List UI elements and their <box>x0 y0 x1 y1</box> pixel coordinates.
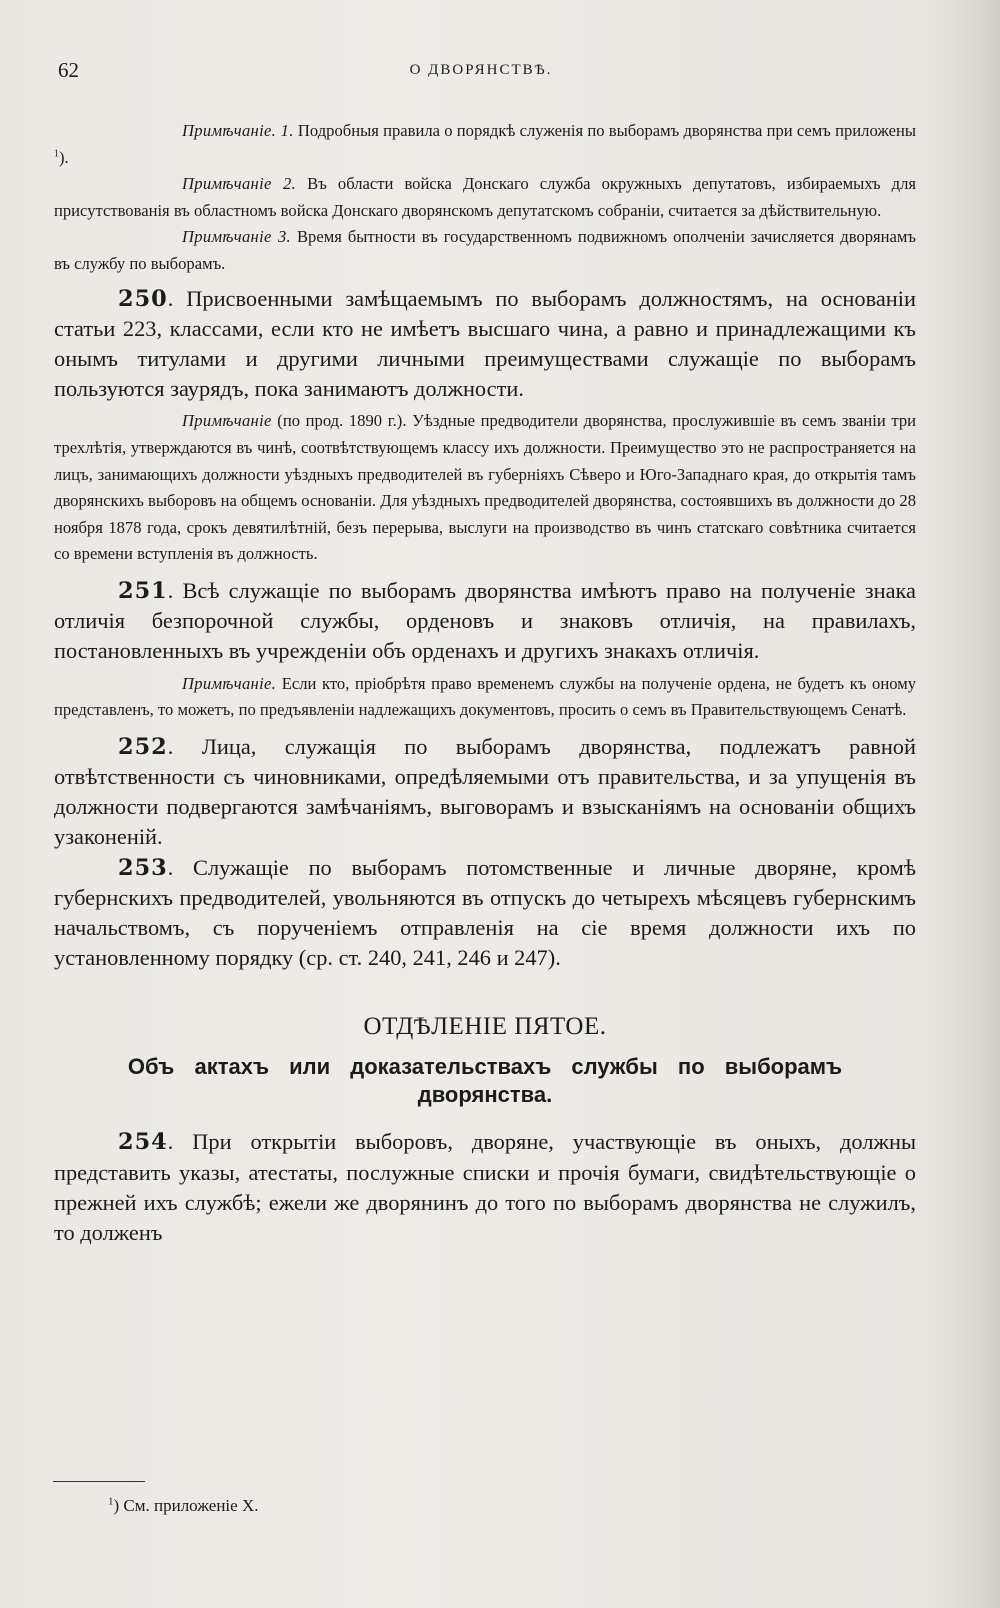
article-number: 250 <box>118 285 168 312</box>
article-text: . Всѣ служащіе по выборамъ дворянства имѣютъ право на полученіе знака отличія безпорочной службы, орденовъ и знаковъ отличія, на правилахъ, постановленныхъ въ учрежденіи объ орденахъ и другихъ знакахъ отличія. <box>54 577 916 664</box>
note-label: Примѣчаніе. <box>182 673 277 693</box>
article-text: . Служащіе по выборамъ потомственные и личные дворяне, кромѣ губернскихъ предводителей, увольняются въ отпускъ до четырехъ мѣсяцевъ губернскимъ начальствомъ, съ порученіемъ отправленія на сіе время должности ихъ по установленному порядку (ср. ст. 240, 241, 246 и 247). <box>54 854 916 971</box>
article-text: . Лица, служащія по выборамъ дворянства, подлежатъ равной отвѣтственности съ чиновниками, опредѣляемыми отъ правительства, и за упущенія въ должности подвергаются замѣчаніямъ, выговорамъ и взысканіямъ на основаніи общихъ узаконеній. <box>54 733 916 850</box>
article-254 <box>54 1127 916 1248</box>
article-text: . При открытіи выборовъ, дворяне, участвующіе въ оныхъ, должны представить указы, атестаты, послужные списки и прочія бумаги, свидѣтельствующіе о прежней ихъ службѣ; ежели же дворянинъ до того по выборамъ дворянства не служилъ, то долженъ <box>54 1129 916 1245</box>
note-250 <box>54 408 916 568</box>
note-label: Примѣчаніе <box>182 411 272 431</box>
page-body <box>54 118 916 1248</box>
article-number: 252 <box>118 733 168 760</box>
page-number: 62 <box>58 58 79 82</box>
article-250 <box>54 284 916 405</box>
note-text: Время бытности въ государственномъ подвижномъ ополченіи зачисляется дворянамъ въ службу по выборамъ. <box>54 227 916 273</box>
article-number: 251 <box>118 577 168 604</box>
note-text: Въ области войска Донскаго служба окружныхъ депутатовъ, избираемыхъ для присутствованія въ областномъ войска Донскаго дворянскомъ депутатскомъ собраніи, считается за дѣйствительную. <box>54 174 917 220</box>
note-2 <box>54 171 916 224</box>
footnote-ref: 1 <box>54 148 59 160</box>
article-252 <box>54 732 916 853</box>
page-header <box>58 58 904 88</box>
footnote-divider <box>53 1481 145 1482</box>
article-text: . Присвоенными замѣщаемымъ по выборамъ должностямъ, на основаніи статьи 223, классами, если кто не имѣетъ высшаго чина, а равно и принадлежащими къ онымъ титулами и другими личными преимуществами служащіе по выборамъ пользуются заурядъ, пока занимаютъ должности. <box>54 285 916 402</box>
footnote-text: ) См. приложеніе X. <box>113 1496 259 1515</box>
note-label: Примѣчаніе. 1. <box>182 121 294 140</box>
note-text: Если кто, пріобрѣтя право временемъ службы на полученіе ордена, не будетъ къ оному представленъ, то можетъ, по предъявленіи надлежащихъ документовъ, просить о семъ въ Правительствующемъ Сенатѣ. <box>54 673 916 720</box>
note-251 <box>54 671 916 724</box>
article-253 <box>54 853 916 974</box>
note-label: Примѣчаніе 3. <box>182 227 291 247</box>
note-text: (по прод. 1890 г.). Уѣздные предводители дворянства, прослужившіе въ семъ званіи три трехлѣтія, утверждаются въ чинѣ, соотвѣтствующемъ классу ихъ должности. Преимущество это не распространяется на лицъ, занимающихъ должности уѣздныхъ предводителей въ губерніяхъ Сѣверо и Юго-Западнаго края, до открытія тамъ дворянскихъ выборовъ на общемъ основаніи. Для уѣздныхъ предводителей дворянства, состоявшихъ въ должности до 28 ноября 1878 года, срокъ девятилѣтній, безъ перерыва, выслуги на производство въ чинъ статскаго совѣтника считается со времени вступленія въ должность. <box>54 411 916 564</box>
note-text: Подробныя правила о порядкѣ служенія по выборамъ дворянства при семъ приложены <box>293 121 916 140</box>
footnote-marker: 1 <box>108 1495 114 1508</box>
note-label: Примѣчаніе 2. <box>182 174 297 194</box>
article-number: 253 <box>118 854 168 881</box>
running-title: О ДВОРЯНСТВѢ. <box>409 62 553 78</box>
note-text-end: ). <box>59 147 69 167</box>
article-251 <box>54 576 916 667</box>
section-subtitle: Объ актахъ или доказательствахъ службы по выборамъ дворянства. <box>127 1054 843 1108</box>
section-title: ОТДѢЛЕНІЕ ПЯТОЕ. <box>363 1013 607 1041</box>
note-1 <box>54 118 916 171</box>
note-3 <box>54 224 916 277</box>
footnote <box>108 1496 258 1516</box>
article-number: 254 <box>118 1129 168 1156</box>
